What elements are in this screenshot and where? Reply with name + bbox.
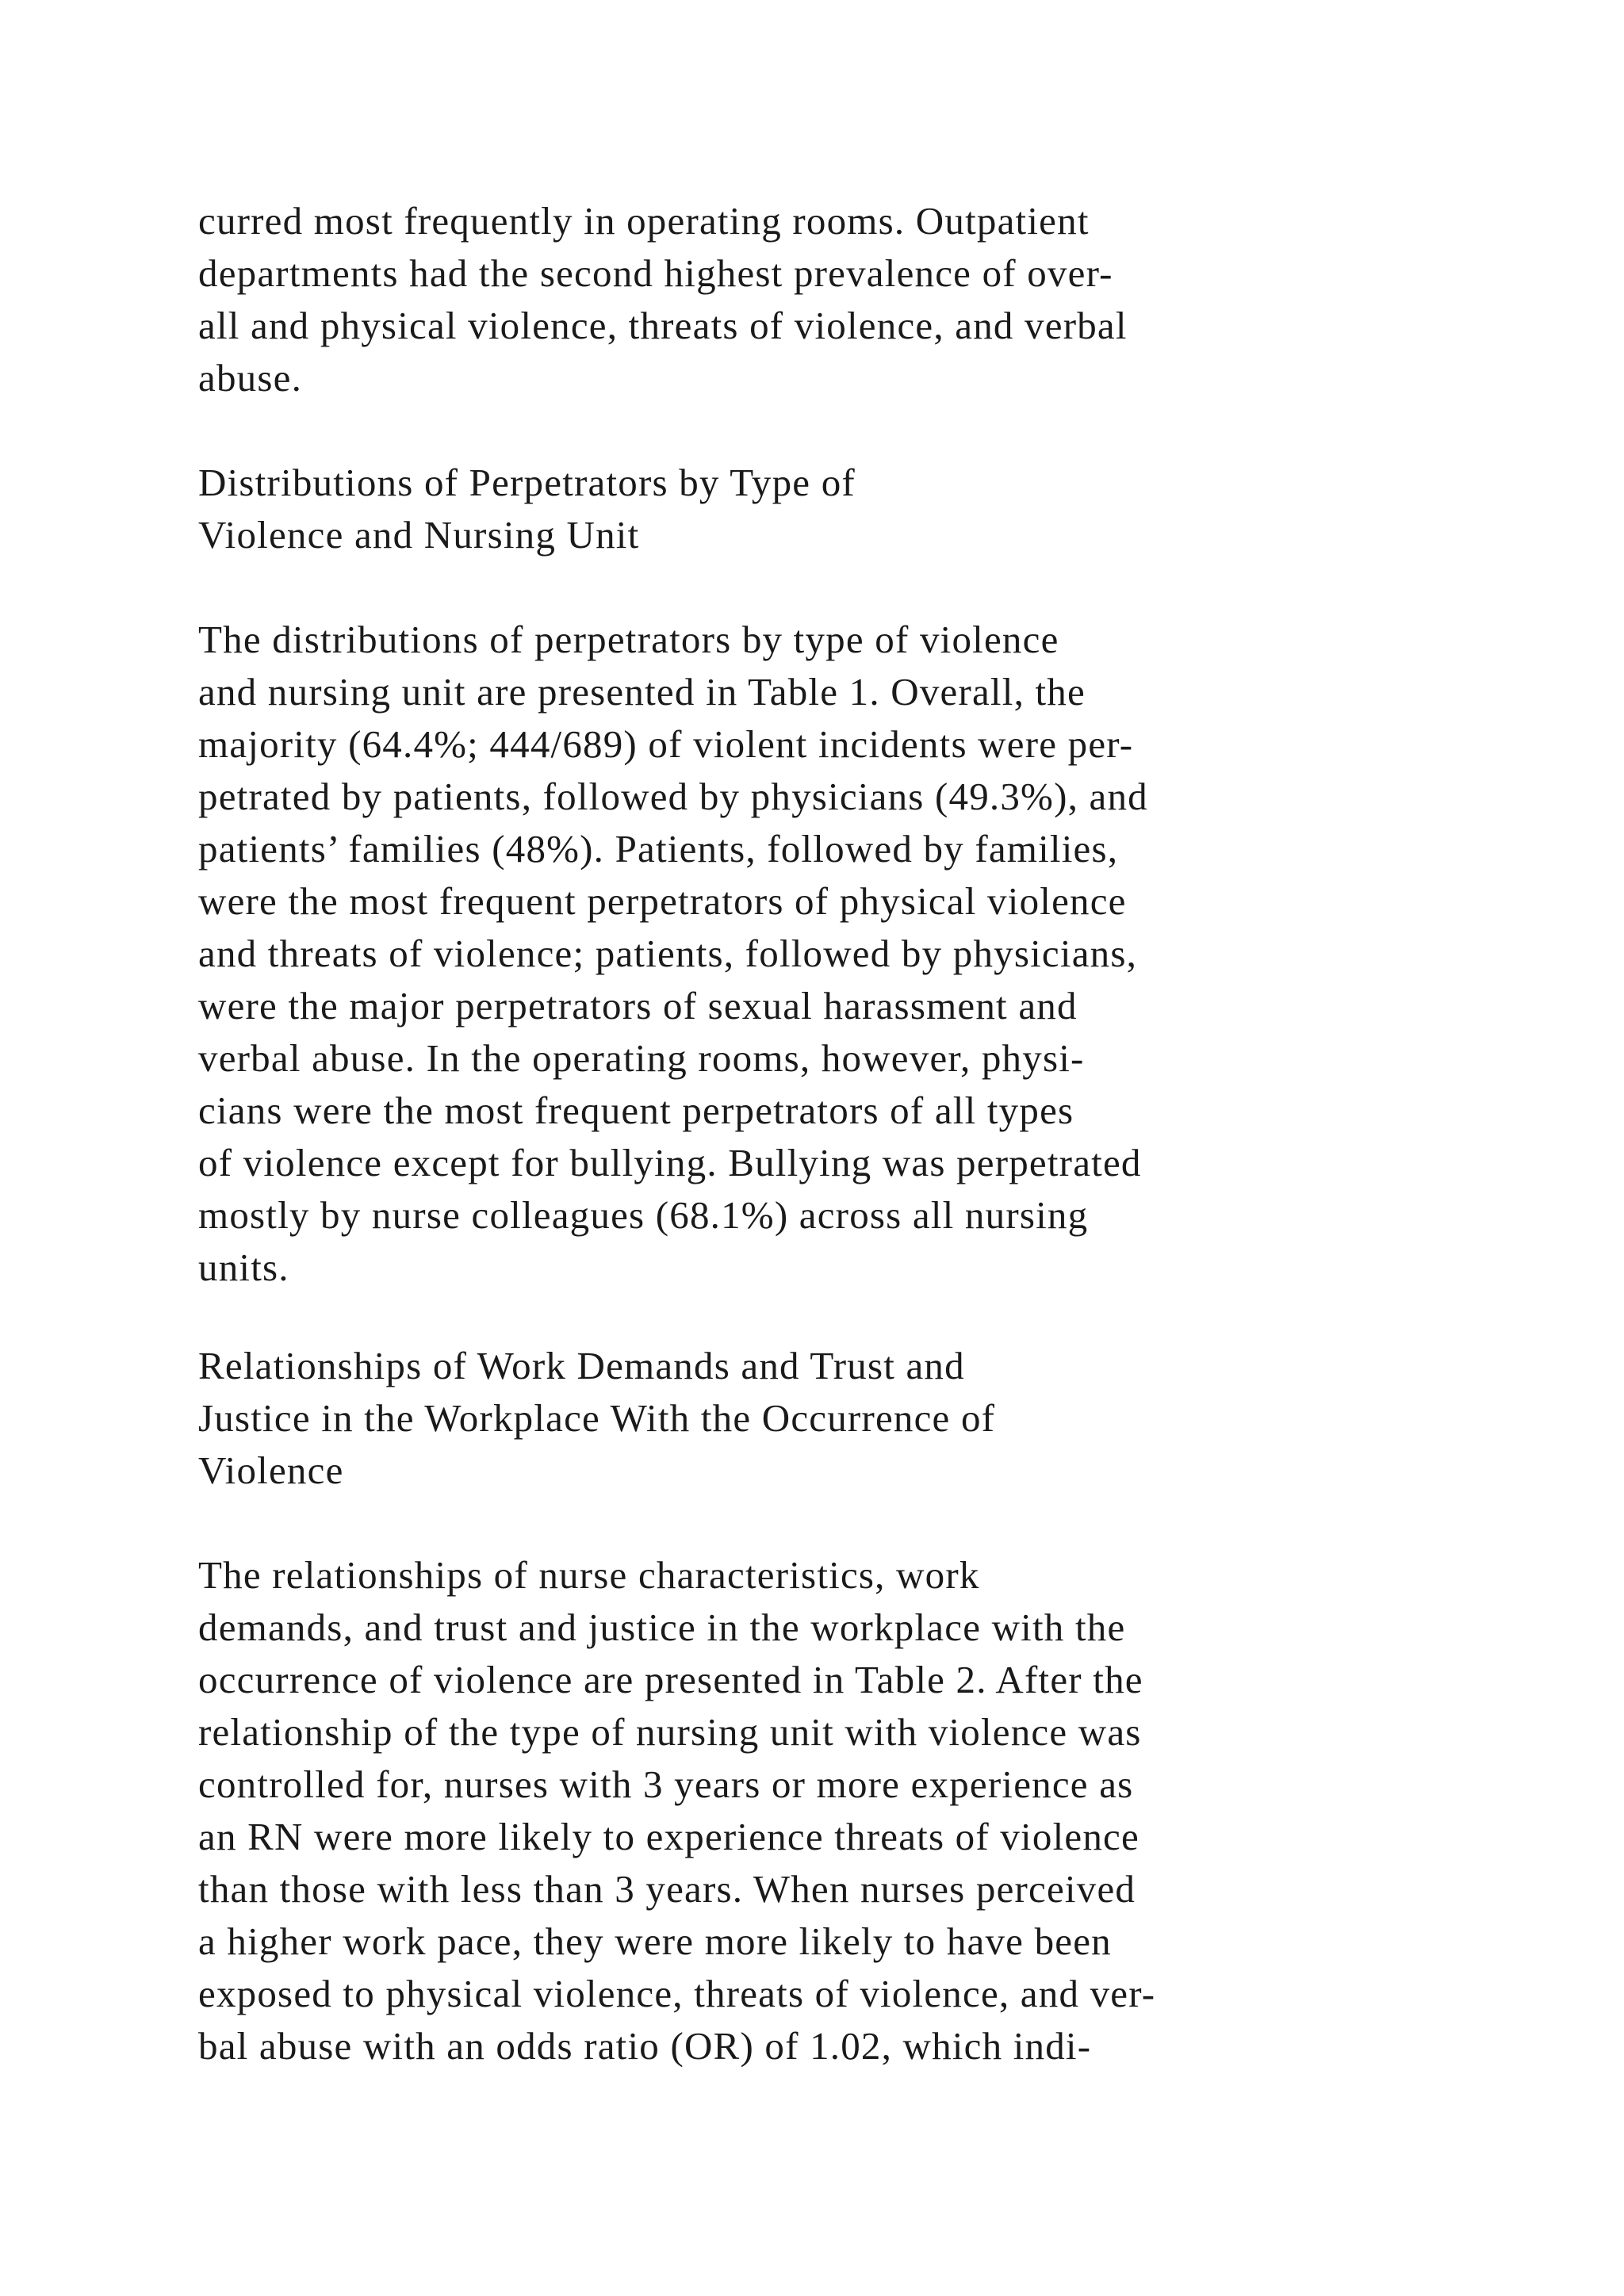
text-line: of violence except for bullying. Bullying was perpetrated — [198, 1141, 1142, 1184]
heading-line: Violence and Nursing Unit — [198, 513, 640, 557]
heading-line: Justice in the Workplace With the Occurrence of — [198, 1396, 996, 1440]
text-line: mostly by nurse colleagues (68.1%) across all nursing — [198, 1193, 1089, 1237]
text-line: demands, and trust and justice in the workplace with the — [198, 1605, 1126, 1649]
text-line: all and physical violence, threats of violence, and verbal — [198, 304, 1128, 347]
text-line: units. — [198, 1246, 289, 1289]
text-line: occurrence of violence are presented in Table 2. After the — [198, 1658, 1143, 1701]
heading-line: Violence — [198, 1448, 344, 1492]
text-line: controlled for, nurses with 3 years or more experience as — [198, 1762, 1134, 1806]
text-line: relationship of the type of nursing unit with violence was — [198, 1710, 1142, 1754]
text-line: abuse. — [198, 356, 303, 400]
text-line: The distributions of perpetrators by type of violence — [198, 618, 1059, 661]
text-line: exposed to physical violence, threats of violence, and ver- — [198, 1972, 1156, 2015]
paragraph-perpetrator-distribution — [198, 614, 1546, 1294]
text-line: and nursing unit are presented in Table 1. Overall, the — [198, 670, 1086, 714]
paragraph-outpatient-prevalence — [198, 195, 1546, 404]
text-line: than those with less than 3 years. When nurses perceived — [198, 1867, 1136, 1911]
text-line: departments had the second highest prevalence of over- — [198, 251, 1113, 295]
section-heading-perpetrators — [198, 457, 1546, 561]
text-line: and threats of violence; patients, followed by physicians, — [198, 932, 1138, 975]
text-line: were the most frequent perpetrators of physical violence — [198, 879, 1127, 923]
text-line: petrated by patients, followed by physicians (49.3%), and — [198, 775, 1148, 818]
heading-line: Distributions of Perpetrators by Type of — [198, 461, 856, 504]
heading-line: Relationships of Work Demands and Trust and — [198, 1344, 965, 1387]
text-line: majority (64.4%; 444/689) of violent incidents were per- — [198, 722, 1134, 766]
section-heading-work-demands — [198, 1340, 1546, 1497]
text-line: The relationships of nurse characteristics, work — [198, 1553, 980, 1597]
text-line: patients’ families (48%). Patients, followed by families, — [198, 827, 1119, 871]
text-line: verbal abuse. In the operating rooms, however, physi- — [198, 1036, 1085, 1080]
text-line: curred most frequently in operating rooms. Outpatient — [198, 199, 1090, 243]
text-line: cians were the most frequent perpetrators of all types — [198, 1089, 1074, 1132]
text-line: a higher work pace, they were more likely to have been — [198, 1919, 1112, 1963]
text-line: an RN were more likely to experience threats of violence — [198, 1815, 1139, 1858]
text-line: were the major perpetrators of sexual harassment and — [198, 984, 1078, 1027]
paragraph-work-demands-relationships — [198, 1549, 1546, 2072]
text-line: bal abuse with an odds ratio (OR) of 1.02, which indi- — [198, 2024, 1092, 2068]
